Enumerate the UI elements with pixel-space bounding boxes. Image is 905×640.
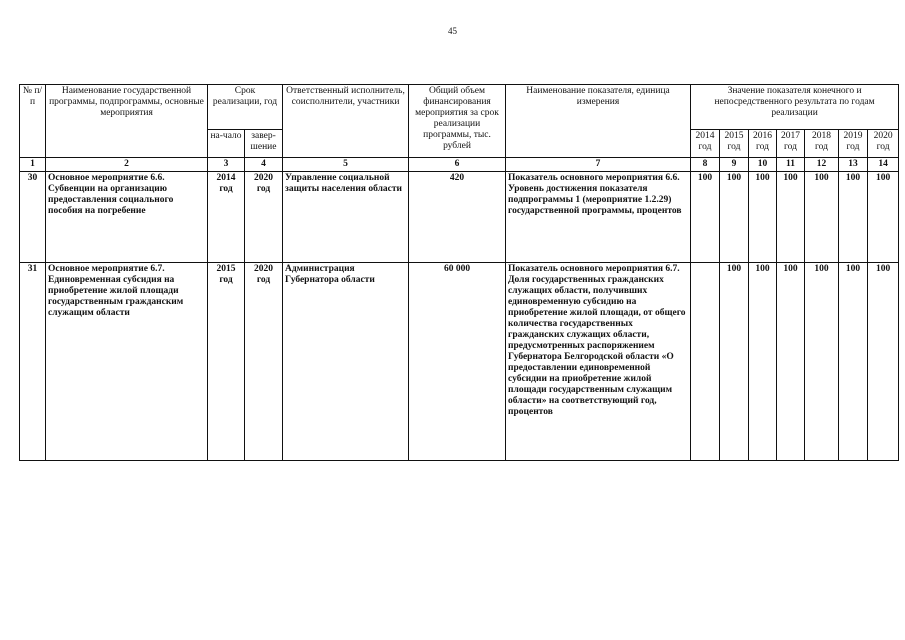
column-number: 2 [46,158,208,172]
row-executor: Управление социальной защиты населения области [283,172,409,263]
row-executor: Администрация Губернатора области [283,263,409,461]
table-row [20,263,899,461]
row-value: 100 [839,172,868,263]
row-end: 2020 год [245,172,283,263]
row-value: 100 [805,172,839,263]
column-number: 11 [777,158,805,172]
row-value: 100 [749,263,777,461]
indicator-title: Показатель основного мероприятия 6.6. [508,173,680,183]
column-number: 6 [409,158,506,172]
column-number: 14 [868,158,899,172]
column-number: 3 [208,158,245,172]
row-volume: 420 [409,172,506,263]
column-number: 9 [720,158,749,172]
header-year: 2014 год [691,130,720,158]
column-number: 7 [506,158,691,172]
page-number: 45 [448,26,457,36]
header-name: Наименование государственной программы, подпрограммы, основные мероприятия [46,85,208,158]
row-value: 100 [720,172,749,263]
column-number: 8 [691,158,720,172]
row-start: 2015 год [208,263,245,461]
header-num: № п/п [20,85,46,158]
header-values: Значение показателя конечного и непосредственного результата по годам реализации [691,85,899,130]
header-year: 2017 год [777,130,805,158]
header-term: Срок реализации, год [208,85,283,130]
row-end: 2020 год [245,263,283,461]
header-year: 2016 год [749,130,777,158]
table-row [20,172,899,263]
row-value: 100 [777,172,805,263]
row-value: 100 [720,263,749,461]
header-year: 2019 год [839,130,868,158]
column-number: 12 [805,158,839,172]
column-number: 5 [283,158,409,172]
indicator-title: Показатель основного мероприятия 6.7. [508,264,680,274]
header-year: 2015 год [720,130,749,158]
row-value: 100 [777,263,805,461]
column-number: 1 [20,158,46,172]
row-value: 100 [749,172,777,263]
row-value: 100 [868,172,899,263]
column-number: 4 [245,158,283,172]
header-term-end: завер-шение [245,130,283,158]
header-executor: Ответственный исполнитель, соисполнители, участники [283,85,409,158]
header-year: 2018 год [805,130,839,158]
row-num: 31 [20,263,46,461]
indicator-text: Доля государственных гражданских служащих области, получивших единовременную субсидию на приобретение жилой площади, от общего количества государственных гражданских служащих области, предусмотренных распоряжением Губернатора Белгородской области «О предоставлении единовременной субсидии на приобретение жилой площади государственным служащим области» на соответствующий год, процентов [508,275,686,417]
row-num: 30 [20,172,46,263]
header-volume: Общий объем финансирования мероприятия за срок реализации программы, тыс. рублей [409,85,506,158]
indicator-text: Уровень достижения показателя подпрограммы 1 (мероприятие 1.2.29) государственной программы, процентов [508,184,682,216]
row-start: 2014 год [208,172,245,263]
row-volume: 60 000 [409,263,506,461]
program-table [19,84,899,461]
row-value: 100 [691,172,720,263]
header-term-start: на-чало [208,130,245,158]
header-year: 2020 год [868,130,899,158]
row-indicator [506,263,691,461]
row-value [691,263,720,461]
row-indicator [506,172,691,263]
row-name: Основное мероприятие 6.7. Единовременная субсидия на приобретение жилой площади государственным гражданским служащим области [46,263,208,461]
row-value: 100 [839,263,868,461]
header-indicator: Наименование показателя, единица измерения [506,85,691,158]
column-numbers-row [20,158,899,172]
row-name: Основное мероприятие 6.6. Субвенции на организацию предоставления социального пособия на погребение [46,172,208,263]
row-value: 100 [805,263,839,461]
column-number: 10 [749,158,777,172]
column-number: 13 [839,158,868,172]
row-value: 100 [868,263,899,461]
